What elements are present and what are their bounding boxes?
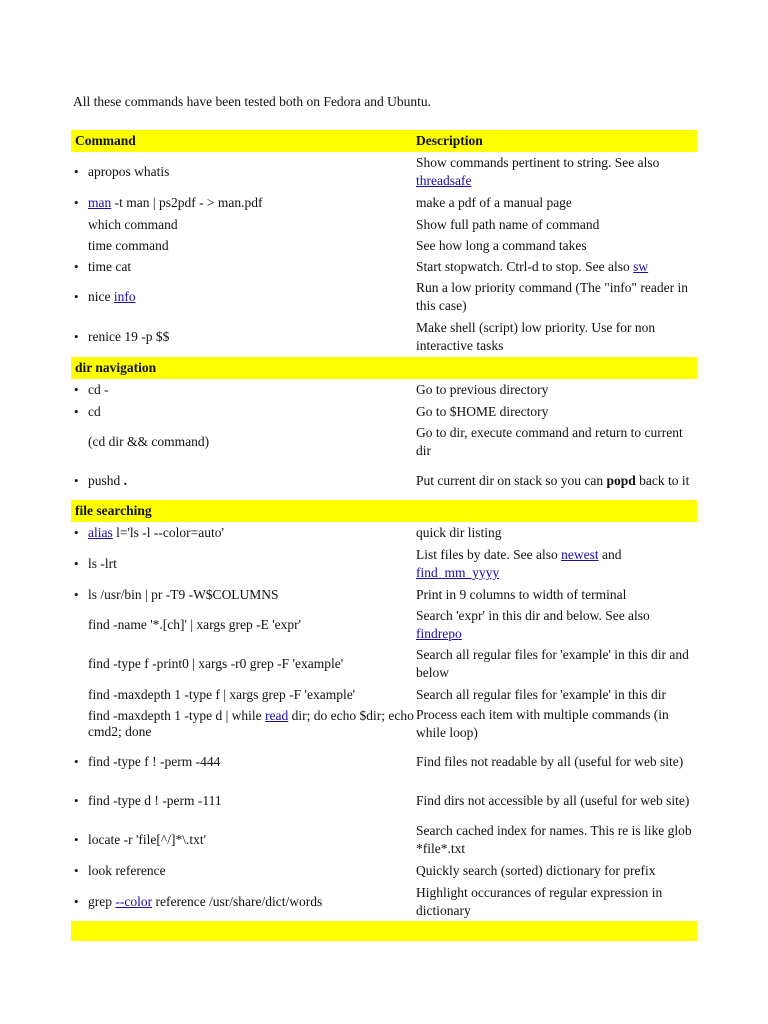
bullet-icon: • bbox=[74, 586, 79, 602]
description-cell bbox=[416, 792, 697, 810]
table-row bbox=[71, 882, 697, 921]
text-segment: quick dir listing bbox=[416, 525, 502, 540]
command-cell bbox=[71, 656, 416, 672]
text-segment: ls /usr/bin | pr -T9 -W$COLUMNS bbox=[88, 586, 279, 602]
bullet-icon: • bbox=[74, 893, 79, 909]
reference-link[interactable]: newest bbox=[561, 547, 599, 562]
section-header bbox=[71, 500, 697, 522]
text-segment: ls -lrt bbox=[88, 556, 117, 571]
text-segment: back to it bbox=[635, 473, 690, 488]
command-cell bbox=[71, 382, 416, 398]
description-cell bbox=[416, 381, 697, 399]
bullet-icon: • bbox=[74, 329, 79, 344]
text-segment: which command bbox=[88, 216, 178, 232]
table-row bbox=[71, 152, 697, 192]
command-cell bbox=[71, 217, 416, 233]
bullet-icon: • bbox=[74, 473, 79, 488]
table-row bbox=[71, 422, 697, 462]
description-cell bbox=[416, 546, 697, 582]
section-header bbox=[71, 357, 697, 379]
text-segment: Put current dir on stack so you can bbox=[416, 473, 607, 488]
reference-link[interactable]: sw bbox=[633, 258, 649, 274]
reference-link[interactable]: read bbox=[265, 707, 289, 723]
table-row bbox=[71, 235, 697, 256]
command-cell bbox=[71, 195, 416, 211]
intro-text: All these commands have been tested both on Fedora and Ubuntu. bbox=[73, 94, 432, 109]
reference-link[interactable]: --color bbox=[115, 893, 153, 909]
text-segment: Show full path name of command bbox=[416, 216, 600, 232]
description-cell bbox=[416, 154, 697, 190]
table-row bbox=[71, 605, 697, 644]
text-segment: Search cached index for names. This re is like glob *file*.txt bbox=[416, 823, 692, 856]
description-cell bbox=[416, 822, 697, 858]
text-segment: Search 'expr' in this dir and below. See also bbox=[416, 607, 650, 623]
command-cell bbox=[71, 164, 416, 180]
reference-link[interactable]: info bbox=[113, 289, 136, 304]
section-heading-left: file searching bbox=[75, 503, 152, 518]
table-row bbox=[71, 214, 697, 235]
text-segment: Print in 9 columns to width of terminal bbox=[416, 586, 627, 602]
command-cell bbox=[71, 617, 416, 633]
text-segment: grep bbox=[88, 893, 116, 909]
text-segment: Search all regular files for 'example' in this dir bbox=[416, 686, 667, 702]
table-row bbox=[71, 782, 697, 820]
command-cell bbox=[71, 473, 416, 489]
description-cell bbox=[416, 424, 697, 460]
reference-link[interactable]: findrepo bbox=[416, 625, 462, 641]
section-heading-left: Command bbox=[75, 133, 136, 148]
section-heading-right: Description bbox=[416, 133, 483, 148]
text-segment: time command bbox=[88, 237, 169, 253]
reference-link[interactable]: man bbox=[88, 195, 112, 210]
text-segment: find -name '*.[ch]' | xargs grep -E 'expr' bbox=[88, 616, 302, 632]
bold-text: popd bbox=[606, 473, 636, 488]
command-cell bbox=[71, 754, 416, 770]
description-cell bbox=[416, 237, 697, 255]
table-footer-band bbox=[71, 921, 697, 941]
text-segment: renice 19 -p $$ bbox=[88, 329, 170, 344]
text-segment: (cd dir && command) bbox=[88, 434, 210, 449]
table-row bbox=[71, 277, 697, 317]
text-segment: apropos whatis bbox=[88, 164, 170, 179]
text-segment: and bbox=[598, 547, 622, 562]
bullet-icon: • bbox=[74, 164, 79, 179]
description-cell bbox=[416, 524, 697, 542]
text-segment: time cat bbox=[88, 258, 132, 274]
bullet-icon: • bbox=[74, 863, 79, 878]
description-cell bbox=[416, 216, 697, 234]
text-segment: find -type f -print0 | xargs -r0 grep -F 'example' bbox=[88, 656, 344, 671]
reference-link[interactable]: threadsafe bbox=[416, 173, 472, 188]
text-segment: Find files not readable by all (useful for web site) bbox=[416, 754, 684, 769]
text-segment: Highlight occurances of regular expression in dictionary bbox=[416, 884, 663, 918]
text-segment: reference /usr/share/dict/words bbox=[152, 893, 323, 909]
bullet-icon: • bbox=[74, 832, 79, 847]
description-cell bbox=[416, 258, 697, 276]
table-row bbox=[71, 705, 697, 742]
text-segment: Make shell (script) low priority. Use for non interactive tasks bbox=[416, 320, 656, 353]
description-cell bbox=[416, 472, 697, 490]
text-segment: cd - bbox=[88, 382, 109, 397]
text-segment: Go to $HOME directory bbox=[416, 403, 549, 419]
text-segment: Show commands pertinent to string. See also bbox=[416, 155, 660, 170]
command-cell bbox=[71, 289, 416, 305]
text-segment: look reference bbox=[88, 863, 166, 878]
bullet-icon: • bbox=[74, 403, 79, 419]
bullet-icon: • bbox=[74, 258, 79, 274]
command-cell bbox=[71, 587, 416, 603]
text-segment: cd bbox=[88, 403, 101, 419]
table-row bbox=[71, 192, 697, 214]
description-cell bbox=[416, 753, 697, 771]
text-segment: make a pdf of a manual page bbox=[416, 195, 572, 210]
bullet-icon: • bbox=[74, 382, 79, 397]
table-row bbox=[71, 256, 697, 277]
table-row bbox=[71, 860, 697, 882]
table-row bbox=[71, 522, 697, 544]
text-segment: Go to previous directory bbox=[416, 382, 549, 397]
bullet-icon: • bbox=[74, 289, 79, 304]
description-cell bbox=[416, 586, 697, 604]
text-segment: Start stopwatch. Ctrl-d to stop. See also bbox=[416, 258, 634, 274]
text-segment: dir; do echo $dir; echo cmd2; done bbox=[88, 707, 414, 739]
command-cell bbox=[71, 329, 416, 345]
description-cell bbox=[416, 194, 697, 212]
description-cell bbox=[416, 686, 697, 704]
table-row bbox=[71, 820, 697, 860]
section-header bbox=[71, 130, 697, 152]
text-segment: find -maxdepth 1 -type d | while bbox=[88, 707, 266, 723]
bullet-icon: • bbox=[74, 195, 79, 210]
bullet-icon: • bbox=[74, 556, 79, 571]
commands-table bbox=[71, 130, 697, 941]
text-segment: locate -r 'file[^/]*\.txt' bbox=[88, 832, 207, 847]
table-row bbox=[71, 462, 697, 500]
text-segment: Run a low priority command (The "info" reader in this case) bbox=[416, 280, 688, 313]
command-cell bbox=[71, 687, 416, 703]
reference-link[interactable]: alias bbox=[88, 525, 113, 540]
text-segment: Go to dir, execute command and return to current dir bbox=[416, 425, 683, 458]
table-row bbox=[71, 544, 697, 584]
command-cell bbox=[71, 863, 416, 879]
table-row bbox=[71, 317, 697, 357]
command-cell bbox=[71, 793, 416, 809]
text-segment: -t man | ps2pdf - > man.pdf bbox=[111, 195, 263, 210]
command-cell bbox=[71, 832, 416, 848]
description-cell bbox=[416, 607, 697, 643]
text-segment: List files by date. See also bbox=[416, 547, 562, 562]
description-cell bbox=[416, 706, 697, 742]
description-cell bbox=[416, 279, 697, 315]
command-cell bbox=[71, 259, 416, 275]
text-segment: l='ls -l --color=auto' bbox=[112, 525, 224, 540]
bullet-icon: • bbox=[74, 525, 79, 540]
command-cell bbox=[71, 404, 416, 420]
description-cell bbox=[416, 862, 697, 880]
command-cell bbox=[71, 708, 416, 740]
command-cell bbox=[71, 525, 416, 541]
command-cell bbox=[71, 894, 416, 910]
command-cell bbox=[71, 434, 416, 450]
table-row bbox=[71, 401, 697, 422]
description-cell bbox=[416, 403, 697, 421]
command-cell bbox=[71, 238, 416, 254]
text-segment: Find dirs not accessible by all (useful for web site) bbox=[416, 793, 690, 808]
section-heading-left: dir navigation bbox=[75, 360, 157, 375]
text-segment: find -maxdepth 1 -type f | xargs grep -F 'example' bbox=[88, 686, 356, 702]
reference-link[interactable]: find_mm_yyyy bbox=[416, 565, 500, 580]
text-segment: find -type f ! -perm -444 bbox=[88, 754, 221, 769]
text-segment: Quickly search (sorted) dictionary for prefix bbox=[416, 863, 656, 878]
bullet-icon: • bbox=[74, 793, 79, 808]
text-segment: pushd bbox=[88, 473, 124, 488]
bold-text: . bbox=[123, 473, 128, 488]
text-segment: See how long a command takes bbox=[416, 237, 587, 253]
description-cell bbox=[416, 646, 697, 682]
description-cell bbox=[416, 319, 697, 355]
text-segment: nice bbox=[88, 289, 114, 304]
text-segment: Process each item with multiple commands (in while loop) bbox=[416, 706, 669, 740]
command-cell bbox=[71, 556, 416, 572]
text-segment: find -type d ! -perm -111 bbox=[88, 793, 222, 808]
description-cell bbox=[416, 884, 697, 920]
table-row bbox=[71, 584, 697, 605]
table-row bbox=[71, 644, 697, 684]
text-segment: Search all regular files for 'example' in this dir and below bbox=[416, 647, 689, 680]
table-row bbox=[71, 684, 697, 705]
table-row bbox=[71, 742, 697, 782]
table-row bbox=[71, 379, 697, 401]
bullet-icon: • bbox=[74, 754, 79, 769]
